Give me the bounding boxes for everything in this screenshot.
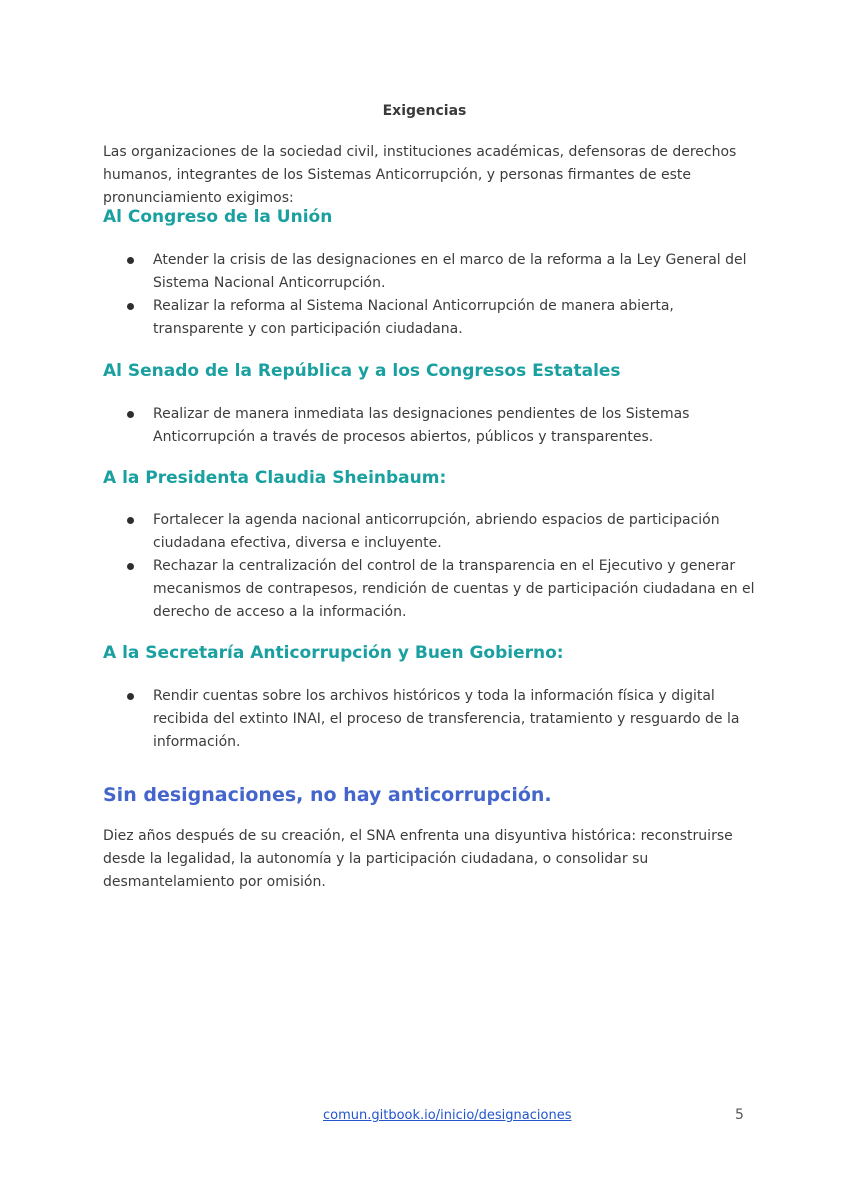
- list-item: [127, 509, 757, 555]
- list-item-text: Atender la crisis de las designaciones en el marco de la reforma a la Ley General del Sistema Nacional Anticorrupción.: [153, 252, 747, 291]
- list-item-text: Fortalecer la agenda nacional anticorrupción, abriendo espacios de participación ciudadana efectiva, diversa e incluyente.: [153, 512, 720, 551]
- list-item-text: Rechazar la centralización del control de la transparencia en el Ejecutivo y generar mecanismos de contrapesos, rendición de cuentas y de participación ciudadana en el derecho de acceso a la información.: [153, 558, 755, 620]
- section-heading-secretaria: A la Secretaría Anticorrupción y Buen Gobierno:: [103, 643, 564, 663]
- list-item: [127, 295, 757, 341]
- list-item: [127, 403, 757, 449]
- bullet-icon: [127, 303, 134, 310]
- section-list-senado: [127, 403, 757, 449]
- list-item-text: Realizar la reforma al Sistema Nacional Anticorrupción de manera abierta, transparente y con participación ciudadana.: [153, 298, 674, 337]
- list-item: [127, 685, 757, 754]
- closing-paragraph: Diez años después de su creación, el SNA enfrenta una disyuntiva histórica: reconstruirse desde la legalidad, la autonomía y la participación ciudadana, o consolidar su desmantelamiento por omisión.: [103, 828, 733, 890]
- intro-paragraph: Las organizaciones de la sociedad civil, instituciones académicas, defensoras de derechos humanos, integrantes de los Sistemas Anticorrupción, y personas firmantes de este pronunciamiento exigimos:: [103, 144, 737, 206]
- closing-heading: Sin designaciones, no hay anticorrupción.: [103, 784, 552, 806]
- section-heading-congreso: Al Congreso de la Unión: [103, 207, 333, 227]
- bullet-icon: [127, 517, 134, 524]
- section-list-presidenta: [127, 509, 757, 624]
- section-list-secretaria: [127, 685, 757, 754]
- list-item: [127, 555, 757, 624]
- bullet-icon: [127, 411, 134, 418]
- list-item-text: Rendir cuentas sobre los archivos históricos y toda la información física y digital recibida del extinto INAI, el proceso de transferencia, tratamiento y resguardo de la información.: [153, 688, 740, 750]
- section-heading-senado: Al Senado de la República y a los Congresos Estatales: [103, 361, 621, 381]
- list-item-text: Realizar de manera inmediata las designaciones pendientes de los Sistemas Anticorrupción a través de procesos abiertos, públicos y transparentes.: [153, 406, 690, 445]
- bullet-icon: [127, 693, 134, 700]
- bullet-icon: [127, 563, 134, 570]
- footer-link[interactable]: comun.gitbook.io/inicio/designaciones: [323, 1108, 572, 1123]
- page-title: Exigencias: [382, 103, 467, 119]
- bullet-icon: [127, 257, 134, 264]
- list-item: [127, 249, 757, 295]
- section-list-congreso: [127, 249, 757, 341]
- section-heading-presidenta: A la Presidenta Claudia Sheinbaum:: [103, 468, 447, 488]
- page-number: 5: [735, 1107, 744, 1123]
